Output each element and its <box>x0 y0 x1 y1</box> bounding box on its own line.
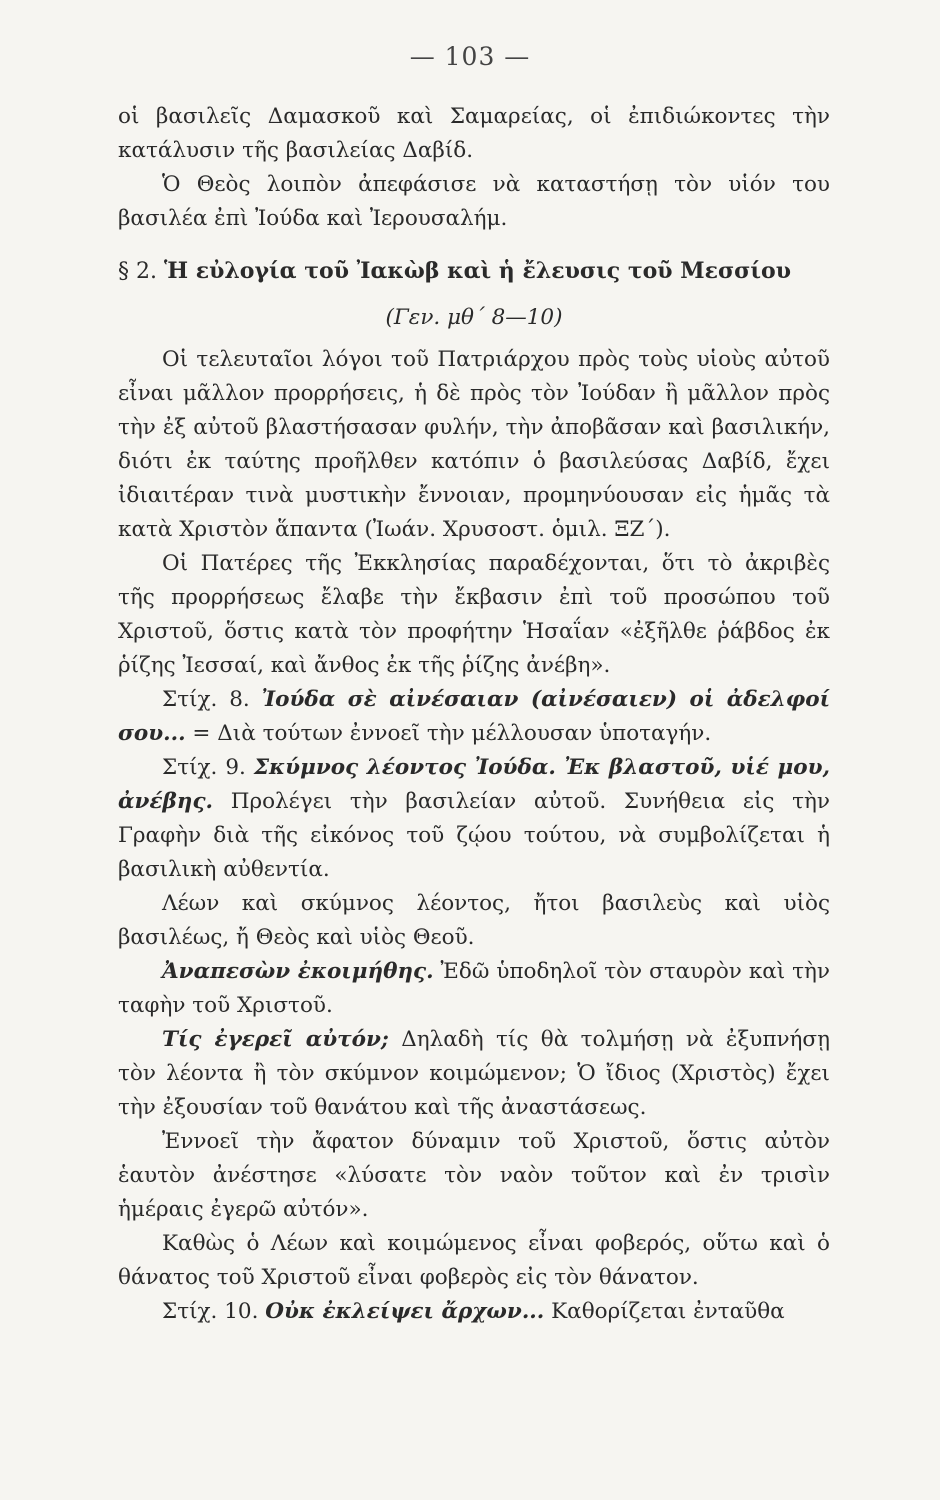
paragraph-7-quote: Τίς ἐγερεῖ αὐτόν; <box>162 1027 389 1052</box>
paragraph-2: Ὁ Θεὸς λοιπὸν ἀπεφάσισε νὰ καταστήσῃ τὸν υἱόν του βασιλέα ἐπὶ Ἰούδα καὶ Ἰερουσαλήμ. <box>118 172 830 231</box>
page-body <box>118 100 830 1329</box>
paragraph-7 <box>118 1023 830 1125</box>
verse-10-lead: Στίχ. 10. <box>162 1299 259 1324</box>
paragraph-3: Οἱ τελευταῖοι λόγοι τοῦ Πατριάρχου πρὸς τοὺς υἱοὺς αὐτοῦ εἶναι μᾶλλον προρρήσεις, ἡ δὲ πρὸς τὸν Ἰούδαν ἢ μᾶλλον πρὸς τὴν ἐξ αὐτοῦ βλαστήσασαν φυλήν, τὴν ἀποβᾶσαν καὶ βασιλικήν, διότι ἐκ ταύτης προῆλθεν κατόπιν ὁ βασιλεύσας Δαβίδ, ἔχει ἰδιαιτέραν τινὰ μυστικὴν ἔννοιαν, προμηνύουσαν εἰς ἡμᾶς τὰ κατὰ Χριστὸν ἅπαντα (Ἰωάν. Χρυσοστ. ὁμιλ. ΞΖ΄). <box>118 347 830 542</box>
paragraph-1: οἱ βασιλεῖς Δαμασκοῦ καὶ Σαμαρείας, οἱ ἐπιδιώκοντες τὴν κατάλυσιν τῆς βασιλείας Δαβίδ. <box>118 104 830 163</box>
paragraph-4: Οἱ Πατέρες τῆς Ἐκκλησίας παραδέχονται, ὅτι τὸ ἀκριβὲς τῆς προρρήσεως ἔλαβε τὴν ἔκβασιν ἐπὶ τοῦ προσώπου τοῦ Χριστοῦ, ὅστις κατὰ τὸν προφήτην Ἡσαΐαν «ἐξῆλθε ῥάβδος ἐκ ῥίζης Ἰεσσαί, καὶ ἄνθος ἐκ τῆς ῥίζης ἀνέβη». <box>118 551 830 678</box>
section-heading <box>118 254 830 289</box>
verse-8-lead: Στίχ. 8. <box>162 687 250 712</box>
paragraph-9: Καθὼς ὁ Λέων καὶ κοιμώμενος εἶναι φοβερός, οὕτω καὶ ὁ θάνατος τοῦ Χριστοῦ εἶναι φοβερὸς εἰς τὸν θάνατον. <box>118 1231 830 1290</box>
scripture-reference: (Γεν. μθ΄ 8—10) <box>385 305 563 330</box>
paragraph-5: Λέων καὶ σκύμνος λέοντος, ἤτοι βασιλεὺς καὶ υἱὸς βασιλέως, ἤ Θεὸς καὶ υἱὸς Θεοῦ. <box>118 891 830 950</box>
verse-9-comment: Προλέγει τὴν βασιλείαν αὐτοῦ. Συνήθεια εἰς τὴν Γραφὴν διὰ τῆς εἰκόνος τοῦ ζῴου τούτου, νὰ συμβολίζεται ἡ βασιλικὴ αὐθεντία. <box>118 789 830 882</box>
verse-10-quote: Οὐκ ἐκλείψει ἄρχων... <box>265 1299 545 1324</box>
section-number: § 2. <box>118 259 157 284</box>
paragraph-6-quote: Ἀναπεσὼν ἐκοιμήθης. <box>162 959 434 984</box>
paragraph-8: Ἐννοεῖ τὴν ἄφατον δύναμιν τοῦ Χριστοῦ, ὅστις αὐτὸν ἑαυτὸν ἀνέστησε «λύσατε τὸν ναὸν τοῦτον καὶ ἐν τρισὶν ἡμέραις ἐγερῶ αὐτόν». <box>118 1129 830 1222</box>
page-number: — 103 — <box>409 42 531 71</box>
paragraph-6 <box>118 955 830 1023</box>
verse-8 <box>118 683 830 751</box>
section-title: Ἡ εὐλογία τοῦ Ἰακὼβ καὶ ἡ ἔλευσις τοῦ Μεσσίου <box>163 258 791 284</box>
verse-10 <box>118 1295 830 1329</box>
verse-8-comment: = Διὰ τούτων ἐννοεῖ τὴν μέλλουσαν ὑποταγήν. <box>185 721 712 746</box>
verse-8-quote: Ἰούδα σὲ αἰνέσαιαν (αἰνέσαιεν) οἱ ἀδελφοί σου... <box>118 687 830 746</box>
verse-9 <box>118 751 830 887</box>
paragraph-7-comment: Δηλαδὴ τίς θὰ τολμήσῃ νὰ ἐξυπνήσῃ τὸν λέοντα ἢ τὸν σκύμνον κοιμώμενον; Ὁ ἴδιος (Χριστὸς) ἔχει τὴν ἐξουσίαν τοῦ θανάτου καὶ τῆς ἀναστάσεως. <box>118 1027 830 1120</box>
paragraph-6-comment: Ἐδῶ ὑποδηλοῖ τὸν σταυρὸν καὶ τὴν ταφὴν τοῦ Χριστοῦ. <box>118 959 830 1018</box>
verse-9-quote: Σκύμνος λέοντος Ἰούδα. Ἐκ βλαστοῦ, υἱέ μου, ἀνέβης. <box>118 755 830 814</box>
verse-10-comment: Καθορίζεται ἐνταῦθα <box>544 1299 785 1324</box>
verse-9-lead: Στίχ. 9. <box>162 755 246 780</box>
